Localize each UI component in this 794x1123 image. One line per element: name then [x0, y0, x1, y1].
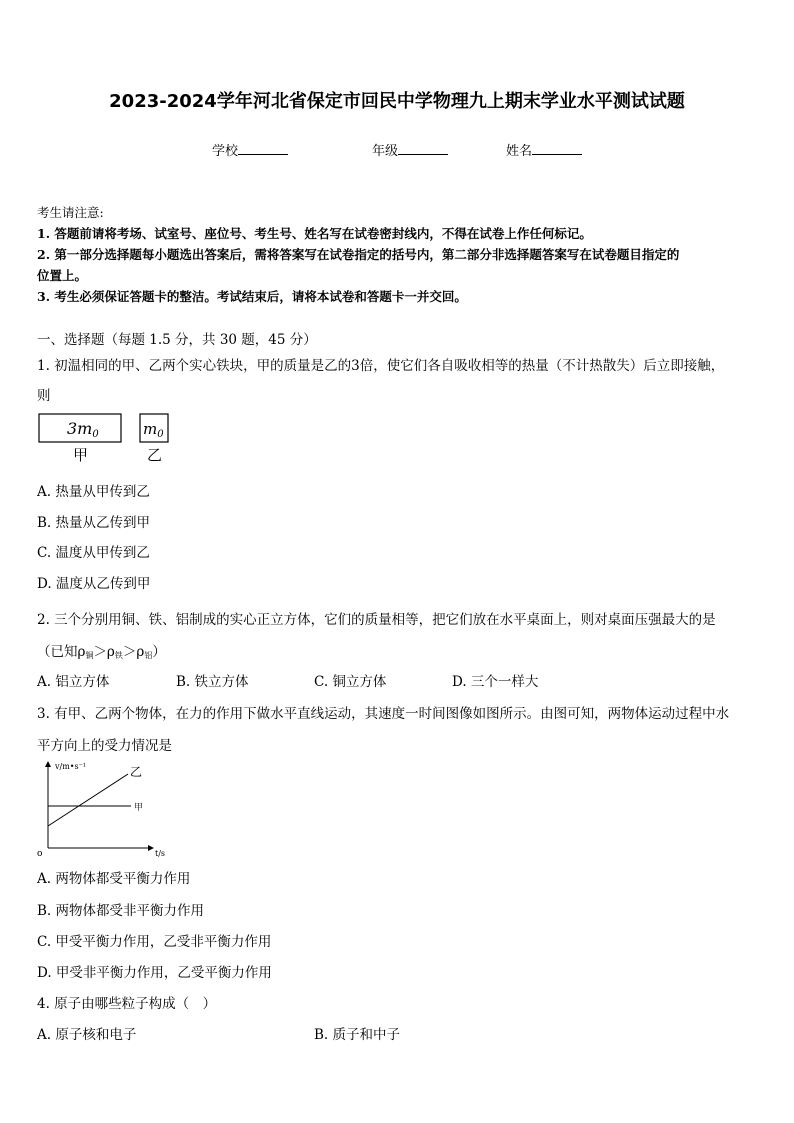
q1-option-a[interactable]: A. 热量从甲传到乙	[37, 484, 150, 500]
q1-figure	[37, 412, 177, 464]
q3-option-d[interactable]: D. 甲受非平衡力作用，乙受平衡力作用	[37, 965, 272, 981]
box-yi-sub: 0	[157, 429, 164, 440]
q2-option-b[interactable]: B. 铁立方体	[176, 674, 249, 690]
notice-heading: 考生请注意:	[37, 205, 104, 220]
svg-text:m0	[143, 420, 164, 440]
line-jia-label: 甲	[134, 803, 144, 813]
q3-option-b[interactable]: B. 两物体都受非平衡力作用	[37, 903, 205, 919]
notice-item: 2. 第一部分选择题每小题选出答案后，需将答案写在试卷指定的括号内，第二部分非选择题答案写在试卷题目指定的	[37, 247, 680, 262]
box-jia-sub: 0	[92, 429, 99, 440]
q4-text: 4. 原子由哪些粒子构成（ ）	[37, 996, 217, 1012]
notice-item: 1. 答题前请将考场、试室号、座位号、考生号、姓名写在试卷密封线内，不得在试卷上作任何标记。	[37, 226, 592, 241]
q1-option-d[interactable]: D. 温度从乙传到甲	[37, 576, 151, 592]
school-label: 学校	[212, 144, 239, 159]
y-axis-label: v/m•s⁻¹	[55, 762, 87, 771]
line-yi-label: 乙	[130, 765, 143, 779]
box-jia-label: 3m	[67, 419, 93, 438]
box-yi-label: m	[143, 420, 158, 438]
line-yi	[48, 774, 128, 826]
notice-item: 位置上。	[37, 268, 88, 283]
x-axis-label: t/s	[155, 849, 166, 858]
origin-label: o	[37, 849, 43, 859]
q3-text: 3. 有甲、乙两个物体，在力的作用下做水平直线运动，其速度一时间图像如图所示。由图可知，两物体运动过程中水	[37, 706, 730, 722]
grade-field[interactable]	[372, 140, 448, 159]
q1-option-c[interactable]: C. 温度从甲传到乙	[37, 545, 150, 561]
q2-option-c[interactable]: C. 铜立方体	[314, 674, 387, 690]
school-field[interactable]	[212, 140, 288, 159]
q4-option-a[interactable]: A. 原子核和电子	[37, 1027, 137, 1043]
q2-condition: （已知$\rho_铜>\rho_铁>\rho_铝$）	[37, 644, 166, 660]
q1-option-b[interactable]: B. 热量从乙传到甲	[37, 515, 151, 531]
q3-option-c[interactable]: C. 甲受平衡力作用，乙受非平衡力作用	[37, 934, 272, 950]
q3-option-a[interactable]: A. 两物体都受平衡力作用	[37, 871, 191, 887]
svg-text:3m0	[67, 419, 99, 440]
label-yi: 乙	[147, 446, 163, 464]
section-heading: 一、选择题（每题 1.5 分，共 30 题，45 分）	[37, 332, 317, 348]
q2-text: 2. 三个分别用铜、铁、铝制成的实心正立方体，它们的质量相等，把它们放在水平桌面上，则对桌面压强最大的是	[37, 612, 716, 628]
q3-text-cont: 平方向上的受力情况是	[37, 738, 172, 754]
q2-option-d[interactable]: D. 三个一样大	[452, 674, 539, 690]
q1-text-cont: 则	[37, 388, 51, 404]
notice-item: 3. 考生必须保证答题卡的整洁。考试结束后，请将本试卷和答题卡一并交回。	[37, 289, 467, 304]
q1-text: 1. 初温相同的甲、乙两个实心铁块，甲的质量是乙的3倍，使它们各自吸收相等的热量（不计热散失）后立即接触，	[37, 358, 725, 374]
label-jia: 甲	[73, 446, 89, 464]
page-title: 2023-2024学年河北省保定市回民中学物理九上期末学业水平测试试题	[109, 91, 685, 112]
name-label: 姓名	[506, 144, 533, 159]
q4-option-b[interactable]: B. 质子和中子	[314, 1027, 401, 1043]
q2-option-a[interactable]: A. 铝立方体	[37, 674, 110, 690]
name-field[interactable]	[506, 140, 582, 159]
q3-vt-graph	[35, 756, 175, 860]
grade-label: 年级	[372, 144, 399, 159]
